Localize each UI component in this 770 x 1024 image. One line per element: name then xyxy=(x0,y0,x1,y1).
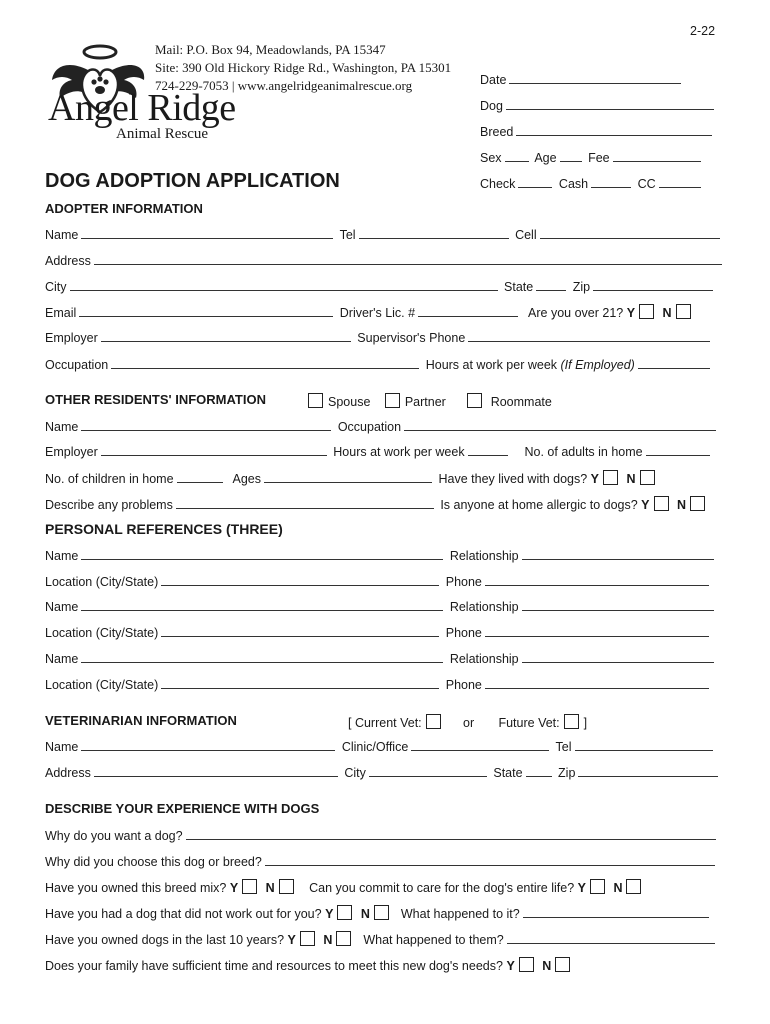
resident-row-employer[interactable]: Employer Hours at work per week No. of adults in home xyxy=(45,444,713,459)
partner-checkbox[interactable] xyxy=(385,393,400,408)
office-breed-field[interactable]: Breed xyxy=(480,124,715,139)
vet-status-options[interactable]: [ Current Vet: or Future Vet: ] xyxy=(348,716,588,730)
org-contact: 724-229-7053 | www.angelridgeanimalrescue.org xyxy=(155,78,413,93)
adopter-row-address[interactable]: Address xyxy=(45,253,725,268)
resources-row[interactable]: Does your family have sufficient time and resources to meet this new dog's needs? Y N xyxy=(45,957,575,973)
spouse-checkbox[interactable] xyxy=(308,393,323,408)
office-date-field[interactable]: Date xyxy=(480,72,684,87)
resident-row-name[interactable]: Name Occupation xyxy=(45,419,719,434)
resident-type-options[interactable]: Spouse Partner Roommate xyxy=(304,393,552,409)
vet-row-address[interactable]: Address City State Zip xyxy=(45,765,721,780)
adopter-row-name[interactable]: Name Tel Cell xyxy=(45,227,723,242)
over21-no-checkbox[interactable] xyxy=(676,304,691,319)
why-breed-row[interactable]: Why did you choose this dog or breed? xyxy=(45,854,718,869)
over21-yes-checkbox[interactable] xyxy=(639,304,654,319)
residents-heading: OTHER RESIDENTS' INFORMATION xyxy=(45,392,266,407)
adopter-row-city[interactable]: City State Zip xyxy=(45,279,716,294)
allergic-yes-checkbox[interactable] xyxy=(654,496,669,511)
roommate-checkbox[interactable] xyxy=(467,393,482,408)
page-code: 2-22 xyxy=(690,24,716,38)
adopter-row-employer[interactable]: Employer Supervisor's Phone xyxy=(45,330,713,345)
resources-yes-checkbox[interactable] xyxy=(519,957,534,972)
office-sex-age-fee[interactable]: Sex Age Fee xyxy=(480,150,704,165)
lived-dogs-no-checkbox[interactable] xyxy=(640,470,655,485)
owned-10-row[interactable]: Have you owned dogs in the last 10 years? Y N What happened to them? xyxy=(45,931,718,947)
commit-yes-checkbox[interactable] xyxy=(590,879,605,894)
references-heading: PERSONAL REFERENCES (THREE) xyxy=(45,521,283,537)
office-dog-field[interactable]: Dog xyxy=(480,98,717,113)
commit-no-checkbox[interactable] xyxy=(626,879,641,894)
resources-no-checkbox[interactable] xyxy=(555,957,570,972)
owned-10-yes-checkbox[interactable] xyxy=(300,931,315,946)
org-site-address: Site: 390 Old Hickory Ridge Rd., Washington, PA 15301 xyxy=(155,60,452,75)
org-subname: Animal Rescue xyxy=(116,126,209,142)
experience-heading: DESCRIBE YOUR EXPERIENCE WITH DOGS xyxy=(45,801,320,816)
adopter-row-occupation[interactable]: Occupation Hours at work per week (If Employed) xyxy=(45,357,713,372)
adopter-heading: ADOPTER INFORMATION xyxy=(45,201,203,216)
why-dog-row[interactable]: Why do you want a dog? xyxy=(45,828,719,843)
org-mail-address: Mail: P.O. Box 94, Meadowlands, PA 15347 xyxy=(155,42,386,57)
reference-2-name-row[interactable]: Name Relationship xyxy=(45,599,717,614)
adopter-row-email[interactable]: Email Driver's Lic. # Are you over 21? Y N xyxy=(45,304,696,320)
reference-3-location-row[interactable]: Location (City/State) Phone xyxy=(45,677,712,692)
lived-dogs-yes-checkbox[interactable] xyxy=(603,470,618,485)
allergic-no-checkbox[interactable] xyxy=(690,496,705,511)
current-vet-checkbox[interactable] xyxy=(426,714,441,729)
future-vet-checkbox[interactable] xyxy=(564,714,579,729)
vet-heading: VETERINARIAN INFORMATION xyxy=(45,713,237,728)
reference-2-location-row[interactable]: Location (City/State) Phone xyxy=(45,625,712,640)
reference-1-name-row[interactable]: Name Relationship xyxy=(45,548,717,563)
resident-row-children[interactable]: No. of children in home Ages Have they lived with dogs? Y N xyxy=(45,470,660,486)
owned-10-no-checkbox[interactable] xyxy=(336,931,351,946)
didnt-work-no-checkbox[interactable] xyxy=(374,905,389,920)
didnt-work-yes-checkbox[interactable] xyxy=(337,905,352,920)
org-name: Angel Ridge xyxy=(48,87,236,129)
office-payment[interactable]: Check Cash CC xyxy=(480,176,704,191)
vet-row-name[interactable]: Name Clinic/Office Tel xyxy=(45,739,716,754)
reference-3-name-row[interactable]: Name Relationship xyxy=(45,651,717,666)
resident-row-problems[interactable]: Describe any problems Is anyone at home allergic to dogs? Y N xyxy=(45,496,710,512)
didnt-work-row[interactable]: Have you had a dog that did not work out for you? Y N What happened to it? xyxy=(45,905,712,921)
owned-breed-row[interactable]: Have you owned this breed mix? Y N Can you commit to care for the dog's entire life? Y N xyxy=(45,879,646,895)
owned-breed-no-checkbox[interactable] xyxy=(279,879,294,894)
reference-1-location-row[interactable]: Location (City/State) Phone xyxy=(45,574,712,589)
page-title: DOG ADOPTION APPLICATION xyxy=(45,170,340,192)
owned-breed-yes-checkbox[interactable] xyxy=(242,879,257,894)
